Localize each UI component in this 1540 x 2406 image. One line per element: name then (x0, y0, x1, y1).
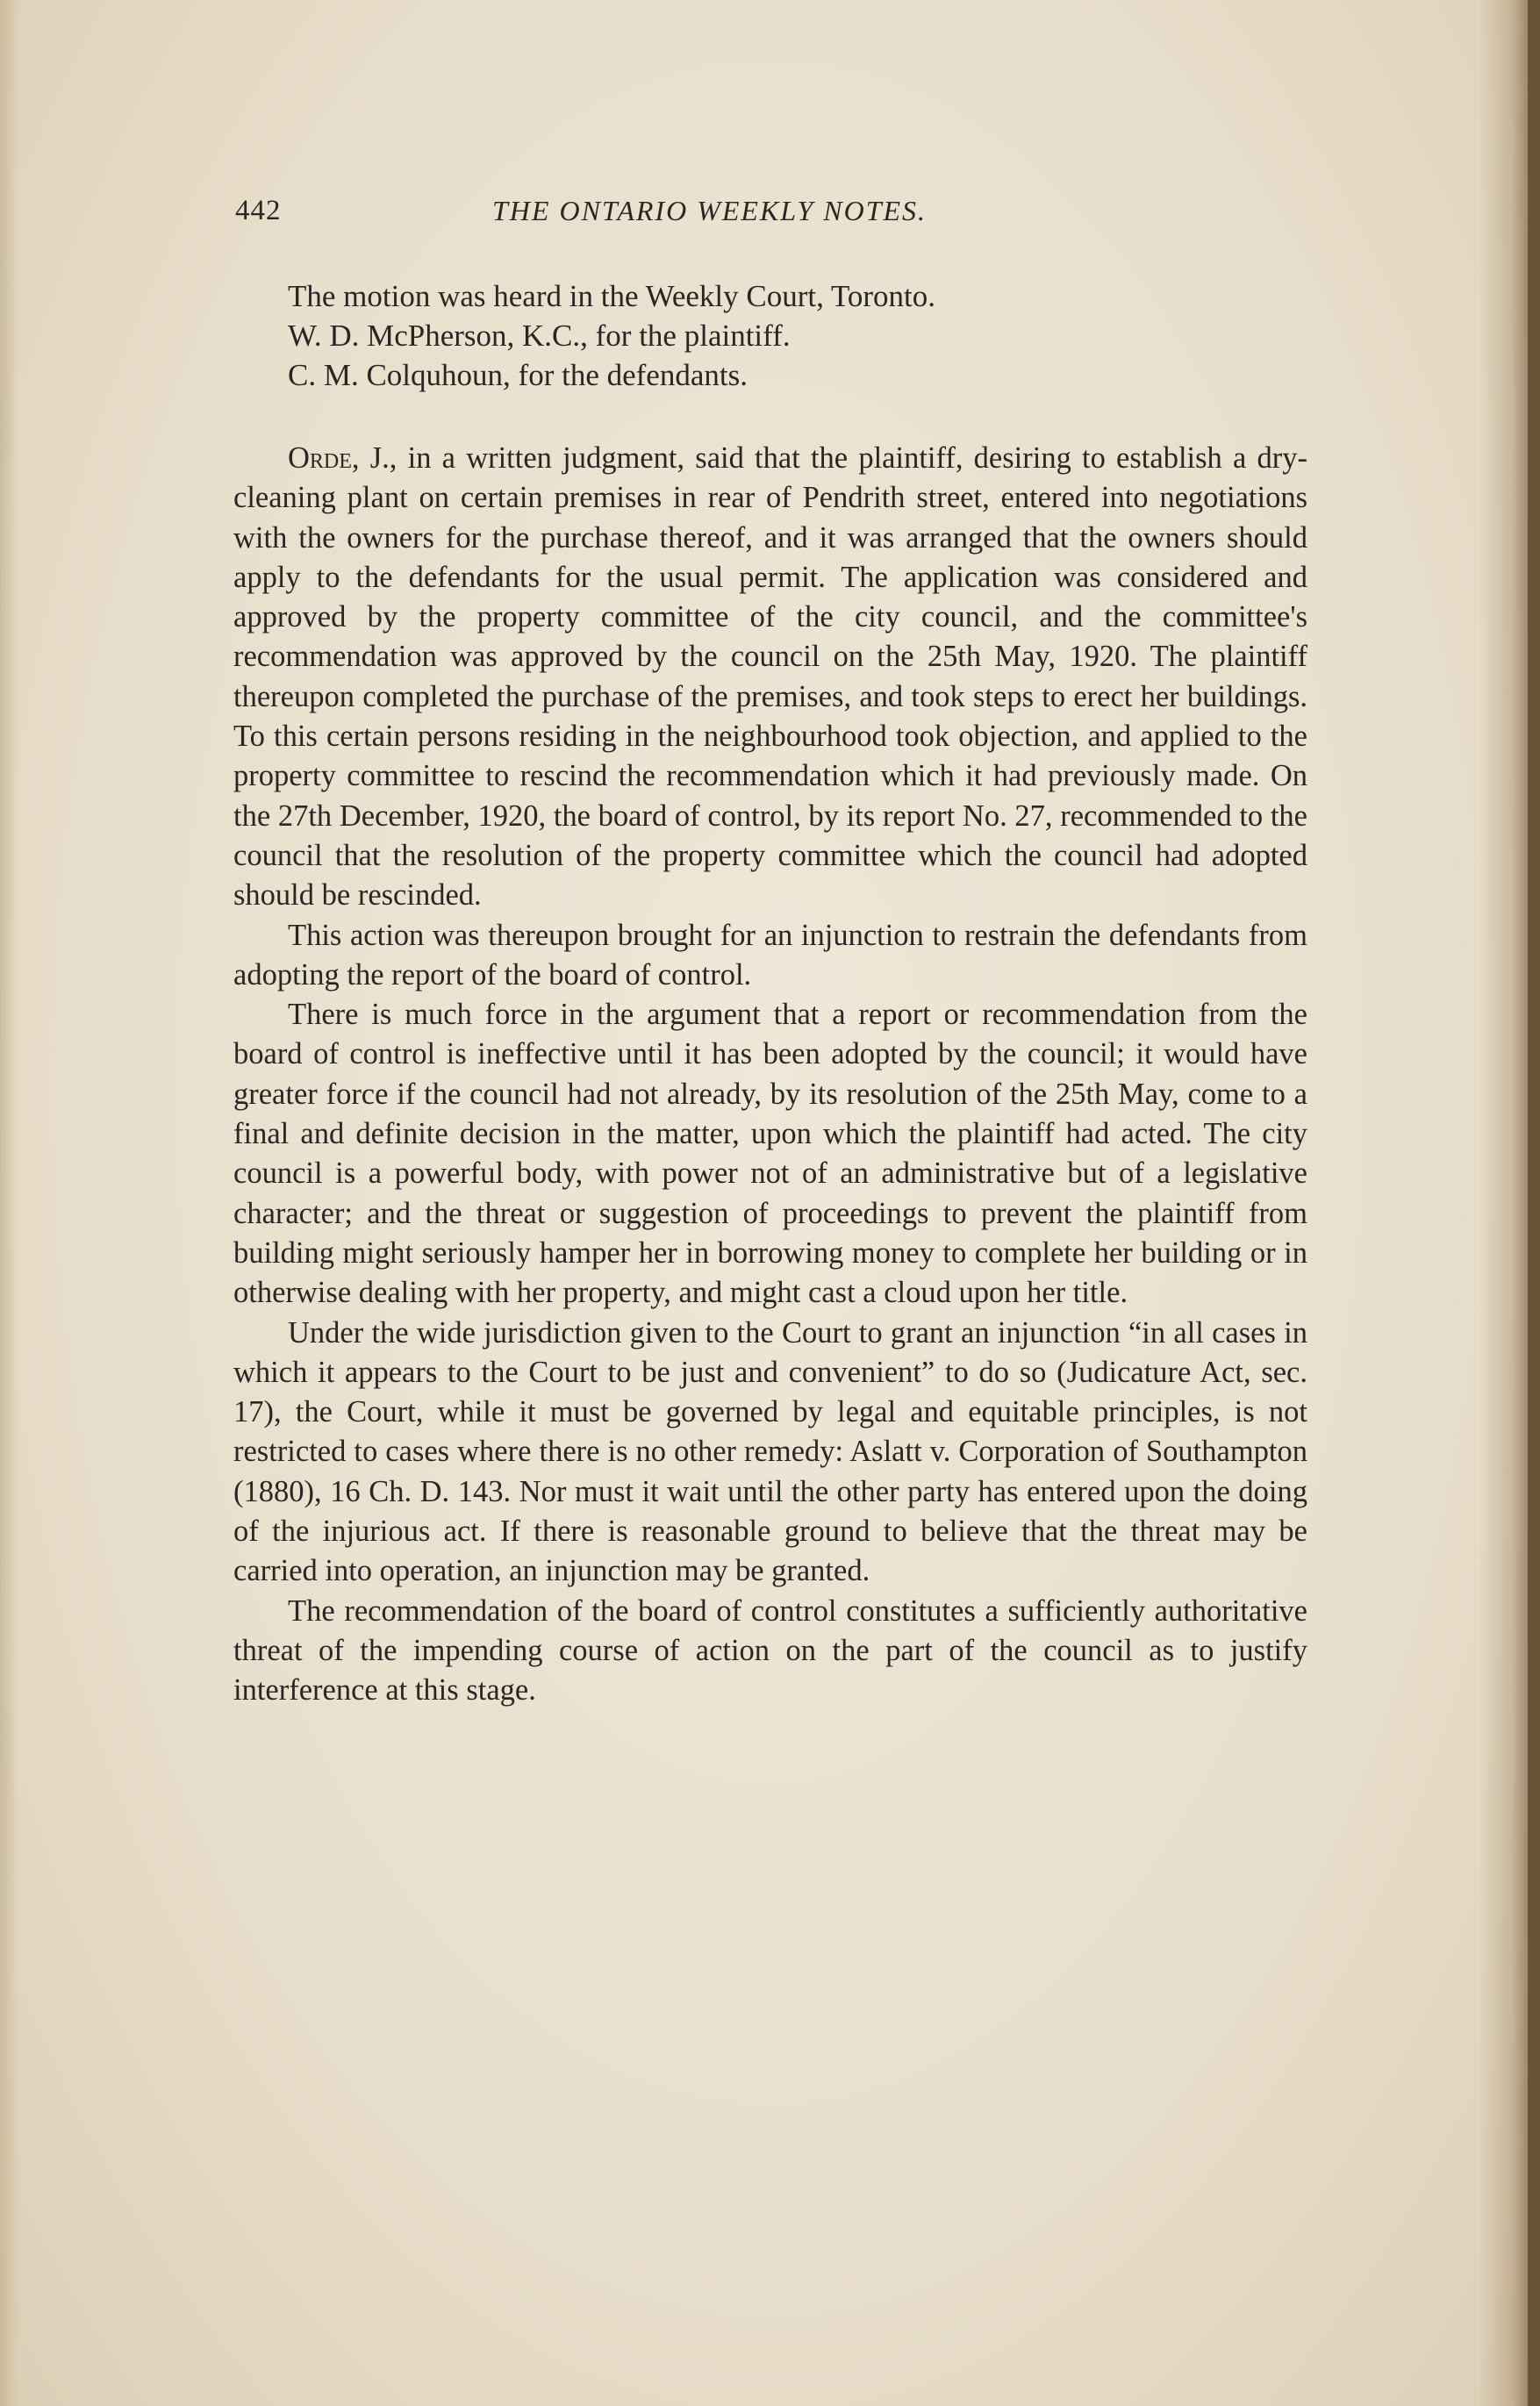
running-head: THE ONTARIO WEEKLY NOTES. (492, 195, 928, 226)
hearing-line: The motion was heard in the Weekly Court, Toronto. (288, 279, 936, 313)
page-edge (1528, 0, 1540, 2406)
page-number: 442 (235, 195, 282, 226)
judgment-paragraph-5: The recommendation of the board of control constitutes a sufficiently authoritative threat of the impending course of action on the part of the council as to justify interference at this stage. (233, 1593, 1307, 1708)
judgment-paragraph-2: This action was thereupon brought for an injunction to restrain the defendants from adopting the report of the board of control. (233, 918, 1307, 992)
page-left-edge (0, 0, 19, 2406)
judgment-paragraph-1 (233, 439, 1307, 916)
judgment-paragraph-4: Under the wide jurisdiction given to the Court to grant an injunction “in all cases in which it appears to the Court to be just and convenient” to do so (Judicature Act, sec. 17), the Court, while it must be governed by legal and equitable principles, is not restricted to cases where there is no other remedy: Aslatt v. Corporation of Southampton (1880), 16 Ch. D. 143. Nor must it wait until the other party has entered upon the doing of the injurious act. If there is reasonable ground to believe that the threat may be carried into operation, an injunction may be granted. (233, 1315, 1307, 1588)
plaintiff-counsel-line: W. D. McPherson, K.C., for the plaintiff. (288, 319, 791, 353)
page-header (235, 195, 1309, 239)
judgment-paragraph-3: There is much force in the argument that a report or recommendation from the board of control is ineffective until it has been adopted by the council; it would have greater force if the council had not already, by its resolution of the 25th May, come to a final and definite decision in the matter, upon which the plaintiff had acted. The city council is a powerful body, with power not of an administrative but of a legislative character; and the threat or suggestion of proceedings to prevent the plaintiff from building might seriously hamper her in borrowing money to complete her building or in otherwise dealing with her property, and might cast a cloud upon her title. (233, 998, 1307, 1310)
judgment-text (233, 439, 1307, 1711)
judgment-opening-text: , J., in a written judgment, said that the plaintiff, desiring to establish a dry-cleaning plant on certain premises in rear of Pendrith street, entered into negotiations with the owners for the purchase thereof, and it was arranged that the owners should apply to the defendants for the usual permit. The application was considered and approved by the property committee of the city council, and the committee's recommendation was approved by the council on the 25th May, 1920. The plaintiff thereupon completed the purchase of the premises, and took steps to erect her buildings. To this certain persons residing in the neighbourhood took objection, and applied to the property committee to rescind the recommendation which it had previously made. On the 27th December, 1920, the board of control, by its report No. 27, recommended to the council that the resolution of the property committee which the council had adopted should be rescinded. (233, 441, 1307, 913)
counsel-block (288, 276, 1297, 395)
defendant-counsel-line: C. M. Colquhoun, for the defendants. (288, 358, 748, 392)
judge-name: Orde (288, 441, 352, 475)
